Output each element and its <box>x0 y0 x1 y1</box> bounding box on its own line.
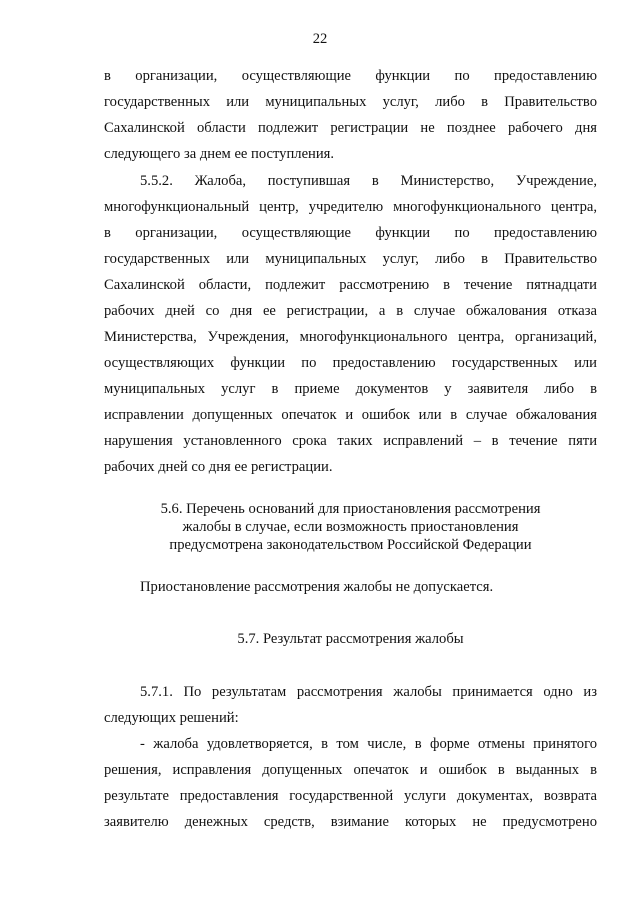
text-line: осуществляющих функции по предоставлению государственных или <box>104 355 597 371</box>
section-heading: 5.7. Результат рассмотрения жалобы <box>237 631 464 647</box>
section-heading: 5.6. Перечень оснований для приостановления рассмотрения <box>160 501 541 517</box>
text-line: Приостановление рассмотрения жалобы не допускается. <box>140 579 494 595</box>
text-line: Министерства, Учреждения, многофункционального центра, организаций, <box>104 329 597 345</box>
page-number: 22 <box>312 31 328 47</box>
text-line: государственных или муниципальных услуг, либо в Правительство <box>104 94 597 110</box>
text-line: заявителю денежных средств, взимание которых не предусмотрено <box>104 814 597 830</box>
text-line: Сахалинской области подлежит регистрации не позднее рабочего дня <box>104 120 597 136</box>
text-line: многофункциональный центр, учредителю многофункционального центра, <box>104 199 597 215</box>
text-line: в организации, осуществляющие функции по предоставлению <box>104 225 597 241</box>
text-line: рабочих дней со дня ее регистрации. <box>104 459 333 475</box>
text-line: нарушения установленного срока таких исправлений – в течение пяти <box>104 433 597 449</box>
text-line: муниципальных услуг в приеме документов у заявителя либо в <box>104 381 597 397</box>
text-line: решения, исправления допущенных опечаток и ошибок в выданных в <box>104 762 597 778</box>
text-line: рабочих дней со дня ее регистрации, а в случае обжалования отказа <box>104 303 597 319</box>
text-line: в организации, осуществляющие функции по предоставлению <box>104 68 597 84</box>
text-line: следующих решений: <box>104 710 239 726</box>
text-line: 5.5.2. Жалоба, поступившая в Министерство, Учреждение, <box>140 173 597 189</box>
text-line: 5.7.1. По результатам рассмотрения жалобы принимается одно из <box>140 684 597 700</box>
section-heading: предусмотрена законодательством Российской Федерации <box>169 537 532 553</box>
text-line: Сахалинской области, подлежит рассмотрению в течение пятнадцати <box>104 277 597 293</box>
text-line: государственных или муниципальных услуг, либо в Правительство <box>104 251 597 267</box>
section-heading: жалобы в случае, если возможность приостановления <box>182 519 519 535</box>
text-line: следующего за днем ее поступления. <box>104 146 335 162</box>
text-line: - жалоба удовлетворяется, в том числе, в форме отмены принятого <box>140 736 597 752</box>
text-line: исправлении допущенных опечаток и ошибок или в случае обжалования <box>104 407 597 423</box>
text-line: результате предоставления государственной услуги документах, возврата <box>104 788 597 804</box>
